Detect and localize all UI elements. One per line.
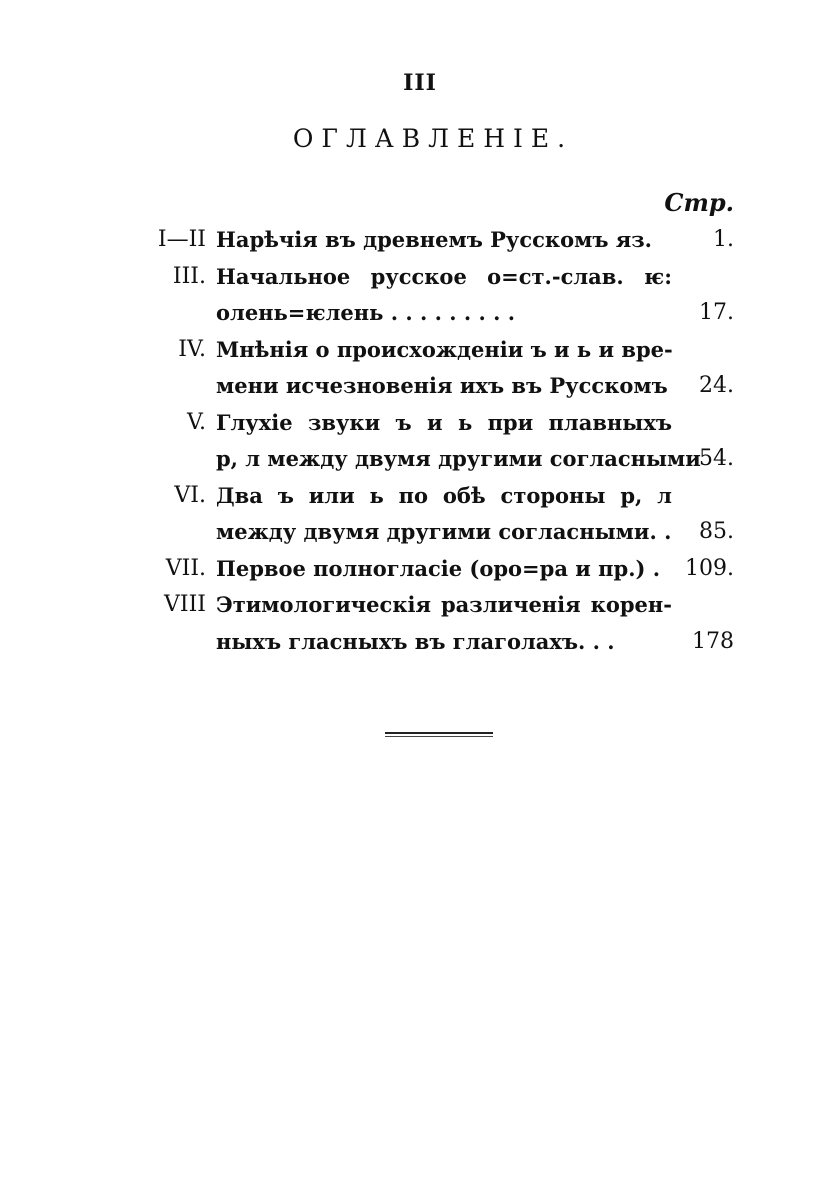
page-title: ОГЛАВЛЕНІЕ. xyxy=(292,124,574,153)
chapter-title-line: мени исчезновенія ихъ въ Русскомъ xyxy=(216,373,668,398)
toc-entry-3 xyxy=(130,259,740,332)
page-column-header: Стр. xyxy=(664,188,734,217)
chapter-title-line: Первое полногласіе (оро=ра и пр.) . xyxy=(216,555,661,581)
toc-entry-1 xyxy=(130,222,740,259)
chapter-title-line: ныхъ гласныхъ въ глаголахъ. . . xyxy=(216,628,615,654)
page-ref: 24. xyxy=(699,373,734,398)
page-ref: 17. xyxy=(699,300,734,325)
toc-entry-5 xyxy=(130,405,740,478)
page-number: III xyxy=(403,70,437,96)
toc-entry-8 xyxy=(130,587,740,660)
page-ref: 109. xyxy=(685,555,734,581)
toc-entry-4 xyxy=(130,332,740,405)
chapter-numeral: I—II xyxy=(157,227,206,252)
chapter-numeral: VIII xyxy=(164,592,206,617)
table-of-contents xyxy=(130,222,740,660)
chapter-title-line: Мнѣнія о происхожденіи ъ и ь и вре- xyxy=(216,336,673,362)
chapter-numeral: VI. xyxy=(174,482,206,508)
chapter-title-line: р, л между двумя другими согласными xyxy=(216,446,701,471)
chapter-title-line: Нарѣчія въ древнемъ Русскомъ яз. xyxy=(216,227,652,252)
chapter-title-line: Этимологическія различенія корен- xyxy=(216,592,672,617)
chapter-numeral: V. xyxy=(186,409,206,435)
toc-entry-7 xyxy=(130,551,740,588)
page-ref: 178 xyxy=(692,628,734,654)
page-ref: 54. xyxy=(699,446,734,471)
chapter-title-line: Начальное русское о=ст.-слав. ѥ: xyxy=(216,263,672,289)
chapter-numeral: III. xyxy=(172,263,206,289)
page-ref: 1. xyxy=(713,227,734,252)
chapter-title-line: олень=ѥлень . . . . . . . . . xyxy=(216,300,516,325)
chapter-numeral: VII. xyxy=(165,555,206,581)
toc-entry-6 xyxy=(130,478,740,551)
page-ref: 85. xyxy=(699,519,734,544)
chapter-title-line: Глухіе звуки ъ и ь при плавныхъ xyxy=(216,409,672,435)
chapter-title-line: между двумя другими согласными. . xyxy=(216,519,672,544)
decorative-rule xyxy=(385,732,493,737)
chapter-title-line: Два ъ или ь по обѣ стороны р, л xyxy=(216,482,672,508)
chapter-numeral: IV. xyxy=(178,336,206,362)
